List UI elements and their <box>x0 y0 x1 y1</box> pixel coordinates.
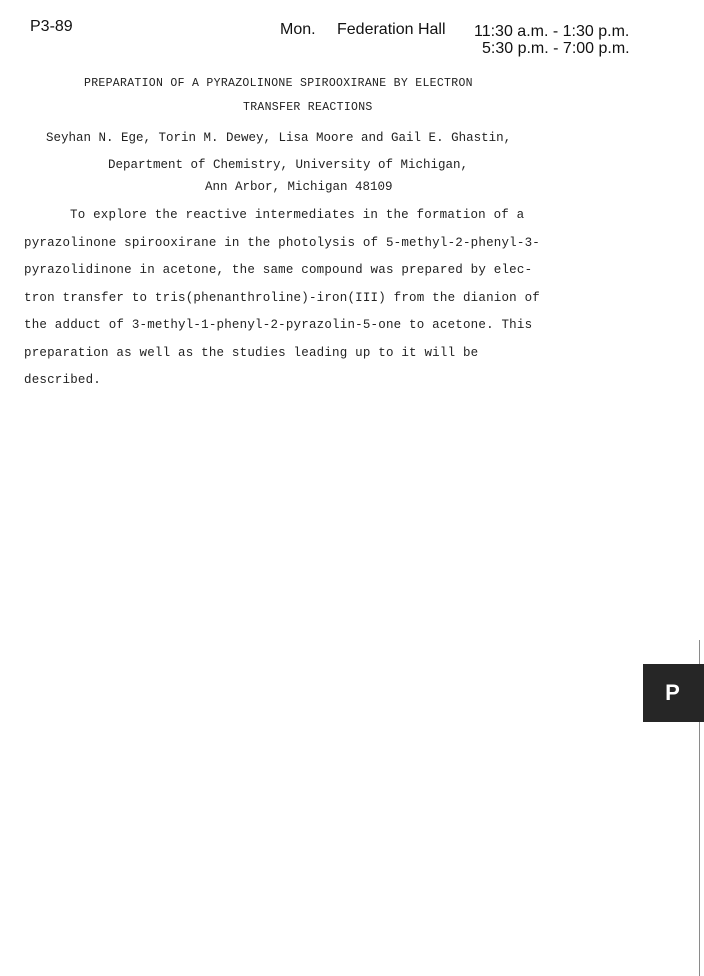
session-venue: Federation Hall <box>337 21 446 38</box>
abstract-line-7: described. <box>24 373 102 387</box>
abstract-line-1: To explore the reactive intermediates in the formation of a <box>70 208 525 222</box>
abstract-line-2: pyrazolinone spirooxirane in the photolysis of 5-methyl-2-phenyl-3- <box>24 236 540 250</box>
abstract-line-4: tron transfer to tris(phenanthroline)-iron(III) from the dianion of <box>24 291 540 305</box>
abstract-line-3: pyrazolidinone in acetone, the same compound was prepared by elec- <box>24 263 533 277</box>
session-code: P3-89 <box>30 18 73 35</box>
session-time-2: 5:30 p.m. - 7:00 p.m. <box>482 40 630 57</box>
abstract-line-6: preparation as well as the studies leading up to it will be <box>24 346 479 360</box>
affiliation-address: Ann Arbor, Michigan 48109 <box>205 180 393 194</box>
abstract-line-5: the adduct of 3-methyl-1-phenyl-2-pyrazolin-5-one to acetone. This <box>24 318 533 332</box>
section-tab-label: P <box>665 680 680 705</box>
abstract-title-line-2: TRANSFER REACTIONS <box>243 101 373 114</box>
abstract-title-line-1: PREPARATION OF A PYRAZOLINONE SPIROOXIRANE BY ELECTRON <box>84 77 473 90</box>
author-list: Seyhan N. Ege, Torin M. Dewey, Lisa Moore and Gail E. Ghastin, <box>46 131 512 145</box>
affiliation-department: Department of Chemistry, University of Michigan, <box>108 158 469 172</box>
section-tab <box>643 664 704 722</box>
session-time-1: 11:30 a.m. - 1:30 p.m. <box>474 23 630 40</box>
session-day: Mon. <box>280 21 316 38</box>
